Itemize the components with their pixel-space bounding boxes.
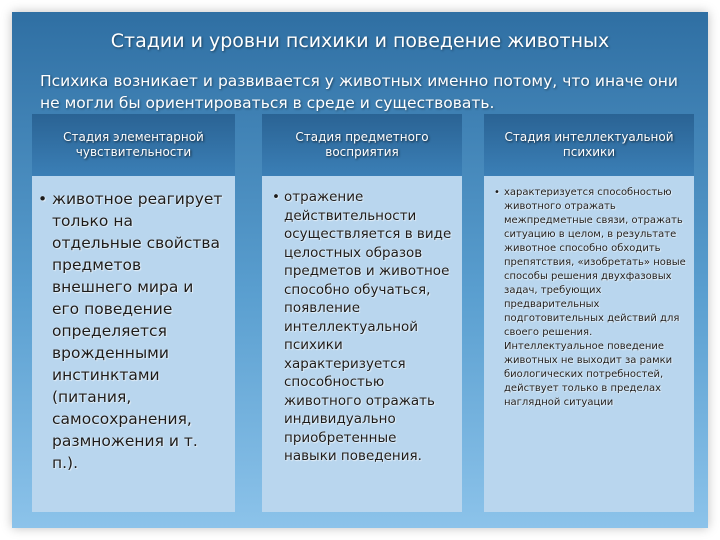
column-header: Стадия интеллектуальной психики xyxy=(484,114,694,176)
list-item xyxy=(494,186,686,410)
stage-column-intellectual xyxy=(484,114,694,512)
list-item-text: животное реагирует только на отдельные свойства предметов внешнего мира и его поведение определяется врожденными инстинктами (питания, самосохранения, размножения и т. п.). xyxy=(52,190,223,472)
bullet-icon: • xyxy=(38,190,48,208)
column-header: Стадия предметного восприятия xyxy=(262,114,462,176)
list-item-text: характеризуется способностью животного отражать межпредметные связи, отражать ситуацию в целом, в результате животное способно обходить препятствия, «изобретать» новые способы решения двухфазовых задач, требующих предварительных подготовительных действий для своего решения. Интеллектуальное поведение животных не выходит за рамки биологических потребностей, действует только в пределах наглядной ситуации xyxy=(504,187,686,408)
column-body xyxy=(262,176,462,512)
bullet-icon: • xyxy=(494,187,500,198)
intro-text: Психика возникает и развивается у животных именно потому, что иначе они не могли бы ориентироваться в среде и существовать. xyxy=(40,72,678,112)
list-item xyxy=(272,188,452,466)
stage-column-elementary xyxy=(32,114,235,512)
column-header: Стадия элементарной чувствительности xyxy=(32,114,235,176)
slide-title: Стадии и уровни психики и поведение животных xyxy=(110,30,610,52)
stages-table xyxy=(32,114,694,512)
slide xyxy=(12,12,708,528)
column-body xyxy=(32,176,235,512)
list-item xyxy=(38,188,225,474)
list-item-text: отражение действительности осуществляется в виде целостных образов предметов и животное способно обучаться, появление интеллектуальной психики характеризуется способностью животного отражать индивидуально приобретенные навыки поведения. xyxy=(284,189,452,464)
stage-column-perception xyxy=(262,114,462,512)
column-body xyxy=(484,176,694,512)
bullet-icon: • xyxy=(272,189,280,205)
